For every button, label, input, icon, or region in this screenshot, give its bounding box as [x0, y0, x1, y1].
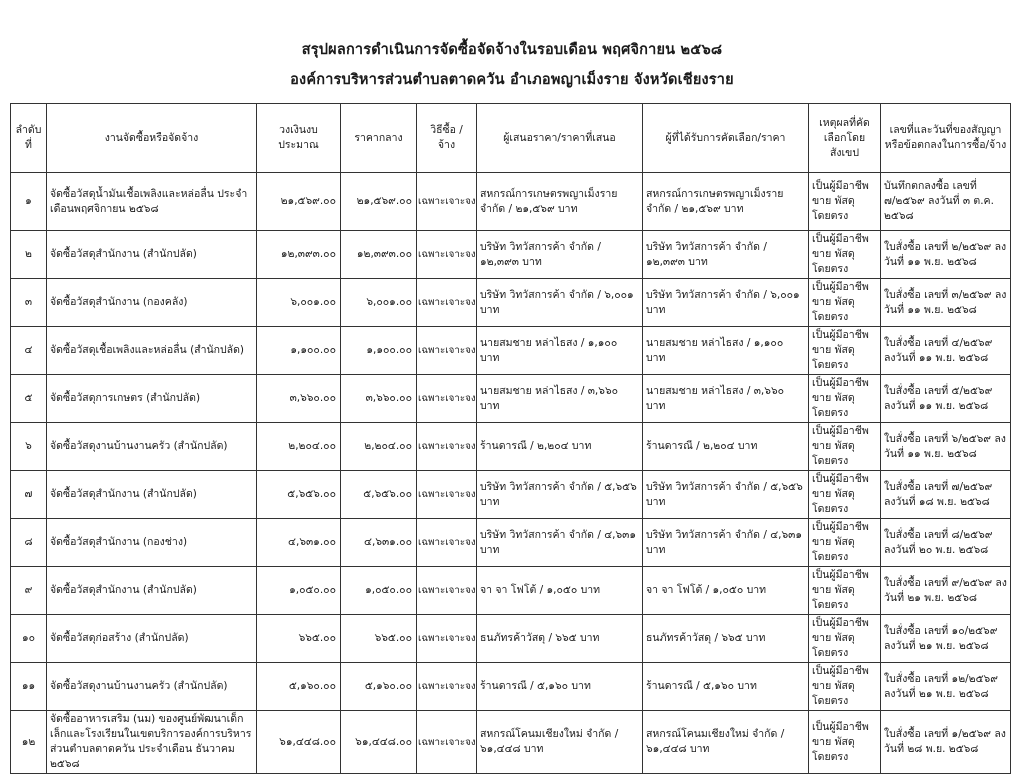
row-number: ๓	[11, 279, 47, 327]
row-number: ๒	[11, 231, 47, 279]
row-selected: สหกรณ์การเกษตรพญาเม็งราย จำกัด / ๒๑,๕๖๙ บาท	[643, 173, 809, 231]
row-median: ๖๑,๔๔๘.๐๐	[341, 711, 417, 774]
row-bidder: ร้านดารณี / ๕,๑๖๐ บาท	[477, 663, 643, 711]
row-method: เฉพาะเจาะจง	[417, 567, 477, 615]
row-item: จัดซื้อวัสดุการเกษตร (สำนักปลัด)	[47, 375, 257, 423]
row-reason: เป็นผู้มีอาชีพขาย พัสดุโดยตรง	[809, 375, 881, 423]
row-budget: ๔,๖๓๑.๐๐	[257, 519, 341, 567]
row-method: เฉพาะเจาะจง	[417, 375, 477, 423]
row-bidder: สหกรณ์โคนมเชียงใหม่ จำกัด / ๖๑,๔๔๘ บาท	[477, 711, 643, 774]
row-budget: ๖,๐๐๑.๐๐	[257, 279, 341, 327]
row-method: เฉพาะเจาะจง	[417, 615, 477, 663]
row-method: เฉพาะเจาะจง	[417, 173, 477, 231]
row-method: เฉพาะเจาะจง	[417, 471, 477, 519]
row-item: จัดซื้อวัสดุสำนักงาน (สำนักปลัด)	[47, 567, 257, 615]
table-row	[11, 615, 1011, 663]
header-method: วิธีซื้อ / จ้าง	[417, 104, 477, 173]
row-contract: ใบสั่งซื้อ เลขที่ ๒/๒๕๖๙ ลงวันที่ ๑๑ พ.ย. ๒๕๖๘	[881, 231, 1011, 279]
row-reason: เป็นผู้มีอาชีพขาย พัสดุโดยตรง	[809, 173, 881, 231]
row-median: ๖๖๕.๐๐	[341, 615, 417, 663]
procurement-table	[10, 103, 1011, 774]
row-bidder: บริษัท วิทวัสการค้า จำกัด / ๕,๖๕๖ บาท	[477, 471, 643, 519]
row-bidder: บริษัท วิทวัสการค้า จำกัด / ๖,๐๐๑ บาท	[477, 279, 643, 327]
row-bidder: ธนภัทรค้าวัสดุ / ๖๖๕ บาท	[477, 615, 643, 663]
row-budget: ๓,๖๖๐.๐๐	[257, 375, 341, 423]
row-number: ๑๒	[11, 711, 47, 774]
header-median: ราคากลาง	[341, 104, 417, 173]
table-row	[11, 231, 1011, 279]
row-item: จัดซื้อวัสดุสำนักงาน (กองคลัง)	[47, 279, 257, 327]
header-budget: วงเงินงบประมาณ	[257, 104, 341, 173]
row-selected: จา จา โฟโต้ / ๑,๐๕๐ บาท	[643, 567, 809, 615]
row-method: เฉพาะเจาะจง	[417, 663, 477, 711]
row-contract: ใบสั่งซื้อ เลขที่ ๗/๒๕๖๙ ลงวันที่ ๑๘ พ.ย. ๒๕๖๘	[881, 471, 1011, 519]
row-contract: ใบสั่งซื้อ เลขที่ ๖/๒๕๖๙ ลงวันที่ ๑๑ พ.ย. ๒๕๖๘	[881, 423, 1011, 471]
row-reason: เป็นผู้มีอาชีพขาย พัสดุโดยตรง	[809, 663, 881, 711]
row-budget: ๒,๒๐๔.๐๐	[257, 423, 341, 471]
table-row	[11, 423, 1011, 471]
header-item: งานจัดซื้อหรือจัดจ้าง	[47, 104, 257, 173]
header-selected: ผู้ที่ได้รับการคัดเลือก/ราคา	[643, 104, 809, 173]
row-median: ๕,๖๕๖.๐๐	[341, 471, 417, 519]
row-budget: ๒๑,๕๖๙.๐๐	[257, 173, 341, 231]
row-method: เฉพาะเจาะจง	[417, 423, 477, 471]
row-median: ๓,๖๖๐.๐๐	[341, 375, 417, 423]
report-title: สรุปผลการดำเนินการจัดซื้อจัดจ้างในรอบเดือน พฤศจิกายน ๒๕๖๘	[301, 42, 723, 58]
row-selected: บริษัท วิทวัสการค้า จำกัด / ๕,๖๕๖ บาท	[643, 471, 809, 519]
row-number: ๕	[11, 375, 47, 423]
table-row	[11, 173, 1011, 231]
row-method: เฉพาะเจาะจง	[417, 711, 477, 774]
row-bidder: จา จา โฟโต้ / ๑,๐๕๐ บาท	[477, 567, 643, 615]
row-contract: ใบสั่งซื้อ เลขที่ ๑/๒๕๖๙ ลงวันที่ ๒๘ พ.ย. ๒๕๖๘	[881, 711, 1011, 774]
row-method: เฉพาะเจาะจง	[417, 231, 477, 279]
row-contract: บันทึกตกลงซื้อ เลขที่ ๗/๒๕๖๙ ลงวันที่ ๓ ต.ค. ๒๕๖๘	[881, 173, 1011, 231]
row-median: ๔,๖๓๑.๐๐	[341, 519, 417, 567]
row-item: จัดซื้อวัสดุสำนักงาน (สำนักปลัด)	[47, 471, 257, 519]
row-reason: เป็นผู้มีอาชีพขาย พัสดุโดยตรง	[809, 423, 881, 471]
row-median: ๒,๒๐๔.๐๐	[341, 423, 417, 471]
header-bidders: ผู้เสนอราคา/ราคาที่เสนอ	[477, 104, 643, 173]
row-selected: ร้านดารณี / ๒,๒๐๔ บาท	[643, 423, 809, 471]
row-contract: ใบสั่งซื้อ เลขที่ ๑๒/๒๕๖๙ ลงวันที่ ๒๑ พ.ย. ๒๕๖๘	[881, 663, 1011, 711]
row-item: จัดซื้อวัสดุงานบ้านงานครัว (สำนักปลัด)	[47, 663, 257, 711]
header-no: ลำดับที่	[11, 104, 47, 173]
table-row	[11, 519, 1011, 567]
row-method: เฉพาะเจาะจง	[417, 279, 477, 327]
row-reason: เป็นผู้มีอาชีพขาย พัสดุโดยตรง	[809, 519, 881, 567]
row-contract: ใบสั่งซื้อ เลขที่ ๘/๒๕๖๙ ลงวันที่ ๒๐ พ.ย. ๒๕๖๘	[881, 519, 1011, 567]
header-reason: เหตุผลที่คัดเลือกโดยสังเขป	[809, 104, 881, 173]
table-row	[11, 567, 1011, 615]
row-reason: เป็นผู้มีอาชีพขาย พัสดุโดยตรง	[809, 279, 881, 327]
row-method: เฉพาะเจาะจง	[417, 327, 477, 375]
row-item: จัดซื้อวัสดุเชื้อเพลิงและหล่อลื่น (สำนักปลัด)	[47, 327, 257, 375]
row-contract: ใบสั่งซื้อ เลขที่ ๑๐/๒๕๖๙ ลงวันที่ ๒๑ พ.ย. ๒๕๖๘	[881, 615, 1011, 663]
row-bidder: ร้านดารณี / ๒,๒๐๔ บาท	[477, 423, 643, 471]
row-bidder: นายสมชาย หล่าไธสง / ๑,๑๐๐ บาท	[477, 327, 643, 375]
row-item: จัดซื้อวัสดุงานบ้านงานครัว (สำนักปลัด)	[47, 423, 257, 471]
row-reason: เป็นผู้มีอาชีพขาย พัสดุโดยตรง	[809, 567, 881, 615]
row-contract: ใบสั่งซื้อ เลขที่ ๔/๒๕๖๙ ลงวันที่ ๑๑ พ.ย. ๒๕๖๘	[881, 327, 1011, 375]
table-row	[11, 711, 1011, 774]
table-row	[11, 471, 1011, 519]
row-method: เฉพาะเจาะจง	[417, 519, 477, 567]
table-row	[11, 375, 1011, 423]
row-budget: ๖๖๕.๐๐	[257, 615, 341, 663]
row-contract: ใบสั่งซื้อ เลขที่ ๓/๒๕๖๙ ลงวันที่ ๑๑ พ.ย. ๒๕๖๘	[881, 279, 1011, 327]
row-bidder: สหกรณ์การเกษตรพญาเม็งราย จำกัด / ๒๑,๕๖๙ บาท	[477, 173, 643, 231]
table-header-row	[11, 104, 1011, 173]
row-item: จัดซื้อวัสดุก่อสร้าง (สำนักปลัด)	[47, 615, 257, 663]
row-budget: ๑๒,๓๙๓.๐๐	[257, 231, 341, 279]
row-number: ๑๐	[11, 615, 47, 663]
row-reason: เป็นผู้มีอาชีพขาย พัสดุโดยตรง	[809, 615, 881, 663]
row-item: จัดซื้ออาหารเสริม (นม) ของศูนย์พัฒนาเด็กเล็กและโรงเรียนในเขตบริการองค์การบริหารส่วนตำบลตาดควัน ประจำเดือน ธันวาคม ๒๕๖๘	[47, 711, 257, 774]
row-reason: เป็นผู้มีอาชีพขาย พัสดุโดยตรง	[809, 231, 881, 279]
row-budget: ๑,๐๕๐.๐๐	[257, 567, 341, 615]
row-number: ๗	[11, 471, 47, 519]
row-reason: เป็นผู้มีอาชีพขาย พัสดุโดยตรง	[809, 327, 881, 375]
row-bidder: นายสมชาย หล่าไธสง / ๓,๖๖๐ บาท	[477, 375, 643, 423]
row-selected: ร้านดารณี / ๕,๑๖๐ บาท	[643, 663, 809, 711]
row-bidder: บริษัท วิทวัสการค้า จำกัด / ๔,๖๓๑ บาท	[477, 519, 643, 567]
row-item: จัดซื้อวัสดุสำนักงาน (สำนักปลัด)	[47, 231, 257, 279]
row-selected: สหกรณ์โคนมเชียงใหม่ จำกัด / ๖๑,๔๔๘ บาท	[643, 711, 809, 774]
header-contract: เลขที่และวันที่ของสัญญาหรือข้อตกลงในการซื้อ/จ้าง	[881, 104, 1011, 173]
row-number: ๑	[11, 173, 47, 231]
row-selected: นายสมชาย หล่าไธสง / ๓,๖๖๐ บาท	[643, 375, 809, 423]
organization-title: องค์การบริหารส่วนตำบลตาดควัน อำเภอพญาเม็งราย จังหวัดเชียงราย	[290, 72, 734, 88]
table-row	[11, 327, 1011, 375]
row-number: ๔	[11, 327, 47, 375]
row-contract: ใบสั่งซื้อ เลขที่ ๕/๒๕๖๙ ลงวันที่ ๑๑ พ.ย. ๒๕๖๘	[881, 375, 1011, 423]
row-number: ๑๑	[11, 663, 47, 711]
row-reason: เป็นผู้มีอาชีพขาย พัสดุโดยตรง	[809, 471, 881, 519]
row-selected: บริษัท วิทวัสการค้า จำกัด / ๑๒,๓๙๓ บาท	[643, 231, 809, 279]
row-selected: บริษัท วิทวัสการค้า จำกัด / ๔,๖๓๑ บาท	[643, 519, 809, 567]
row-selected: ธนภัทรค้าวัสดุ / ๖๖๕ บาท	[643, 615, 809, 663]
row-contract: ใบสั่งซื้อ เลขที่ ๙/๒๕๖๙ ลงวันที่ ๒๑ พ.ย. ๒๕๖๘	[881, 567, 1011, 615]
row-median: ๕,๑๖๐.๐๐	[341, 663, 417, 711]
row-budget: ๕,๖๕๖.๐๐	[257, 471, 341, 519]
row-median: ๑,๑๐๐.๐๐	[341, 327, 417, 375]
row-number: ๖	[11, 423, 47, 471]
row-selected: บริษัท วิทวัสการค้า จำกัด / ๖,๐๐๑ บาท	[643, 279, 809, 327]
table-row	[11, 663, 1011, 711]
row-number: ๙	[11, 567, 47, 615]
row-reason: เป็นผู้มีอาชีพขาย พัสดุโดยตรง	[809, 711, 881, 774]
row-item: จัดซื้อวัสดุสำนักงาน (กองช่าง)	[47, 519, 257, 567]
row-budget: ๑,๑๐๐.๐๐	[257, 327, 341, 375]
row-budget: ๖๑,๔๔๘.๐๐	[257, 711, 341, 774]
row-budget: ๕,๑๖๐.๐๐	[257, 663, 341, 711]
row-item: จัดซื้อวัสดุน้ำมันเชื้อเพลิงและหล่อลื่น ประจำเดือนพฤศจิกายน ๒๕๖๘	[47, 173, 257, 231]
row-number: ๘	[11, 519, 47, 567]
row-median: ๑,๐๕๐.๐๐	[341, 567, 417, 615]
row-median: ๒๑,๕๖๙.๐๐	[341, 173, 417, 231]
row-selected: นายสมชาย หล่าไธสง / ๑,๑๐๐ บาท	[643, 327, 809, 375]
table-row	[11, 279, 1011, 327]
row-median: ๑๒,๓๙๓.๐๐	[341, 231, 417, 279]
row-bidder: บริษัท วิทวัสการค้า จำกัด / ๑๒,๓๙๓ บาท	[477, 231, 643, 279]
row-median: ๖,๐๐๑.๐๐	[341, 279, 417, 327]
